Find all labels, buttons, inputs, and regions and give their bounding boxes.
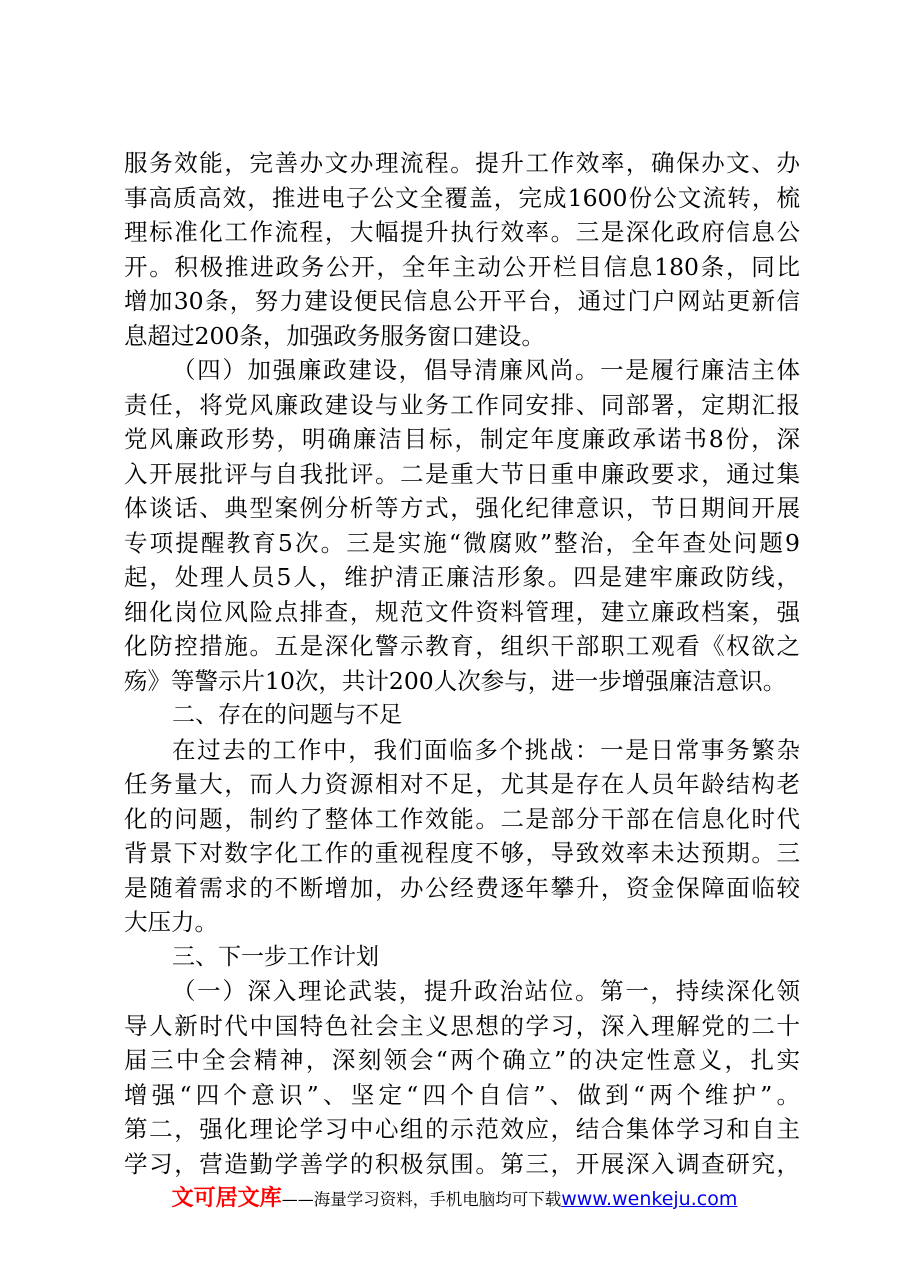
text-line: 服务效能，完善办文办理流程。提升工作效率，确保办文、办: [124, 149, 800, 177]
text-line: 学习，营造勤学善学的积极氛围。第三，开展深入调查研究，: [124, 1149, 800, 1178]
footer-brand: 文可居文库: [171, 1186, 282, 1211]
text-line: 事高质高效，推进电子公文全覆盖，完成1600份公文流转，梳: [124, 183, 800, 212]
text-line: 体谈话、典型案例分析等方式，强化纪律意识，节日期间开展: [124, 494, 800, 522]
paragraph-start-line: 在过去的工作中，我们面临多个挑战：一是日常事务繁杂: [172, 735, 800, 764]
text-line: 党风廉政形势，明确廉洁目标，制定年度廉政承诺书8份，深: [124, 425, 800, 453]
text-line: 增强“四个意识”、坚定“四个自信”、做到“两个维护”。: [124, 1080, 800, 1109]
text-line: 责任，将党风廉政建设与业务工作同安排、同部署，定期汇报: [124, 390, 800, 419]
text-line: 入开展批评与自我批评。二是重大节日重申廉政要求，通过集: [124, 459, 800, 488]
text-line: 殇》等警示片10次，共计200人次参与，进一步增强廉洁意识。: [124, 666, 787, 695]
text-line: 专项提醒教育5次。三是实施“微腐败”整治，全年查处问题9: [124, 528, 800, 557]
text-line: 增加30条，努力建设便民信息公开平台，通过门户网站更新信: [124, 287, 800, 315]
text-line: 第二，强化理论学习中心组的示范效应，结合集体学习和自主: [124, 1115, 800, 1143]
text-line: 开。积极推进政务公开，全年主动公开栏目信息180条，同比: [124, 252, 800, 281]
footer-link[interactable]: www.wenkeju.com: [561, 1188, 738, 1210]
footer-dash: ——: [281, 1190, 314, 1209]
text-line: 届三中全会精神，深刻领会“两个确立”的决定性意义，扎实: [124, 1046, 800, 1074]
text-line: 导人新时代中国特色社会主义思想的学习，深入理解党的二十: [124, 1011, 800, 1040]
text-line: 理标准化工作流程，大幅提升执行效率。三是深化政府信息公: [124, 218, 800, 246]
paragraph-start-line: （四）加强廉政建设，倡导清廉风尚。一是履行廉洁主体: [172, 356, 800, 384]
paragraph-start-line: （一）深入理论武装，提升政治站位。第一，持续深化领: [172, 977, 800, 1005]
text-line: 息超过200条，加强政务服务窗口建设。: [124, 321, 545, 350]
text-line: 大压力。: [124, 908, 218, 936]
footer-banner: [0, 1181, 909, 1212]
text-line: 任务量大，而人力资源相对不足，尤其是存在人员年龄结构老: [124, 770, 800, 798]
text-line: 起，处理人员5人，维护清正廉洁形象。四是建牢廉政防线，: [124, 563, 800, 591]
text-line: 是随着需求的不断增加，办公经费逐年攀升，资金保障面临较: [124, 873, 800, 902]
text-line: 化的问题，制约了整体工作效能。二是部分干部在信息化时代: [124, 804, 800, 833]
document-body: [124, 146, 800, 1181]
section-heading: 三、下一步工作计划: [172, 943, 379, 970]
footer-tagline: 海量学习资料，手机电脑均可下载: [313, 1190, 562, 1209]
section-heading: 二、存在的问题与不足: [172, 702, 402, 728]
text-line: 细化岗位风险点排查，规范文件资料管理，建立廉政档案，强: [124, 597, 800, 626]
text-line: 化防控措施。五是深化警示教育，组织干部职工观看《权欲之: [124, 632, 800, 660]
text-line: 背景下对数字化工作的重视程度不够，导致效率未达预期。三: [124, 839, 800, 867]
